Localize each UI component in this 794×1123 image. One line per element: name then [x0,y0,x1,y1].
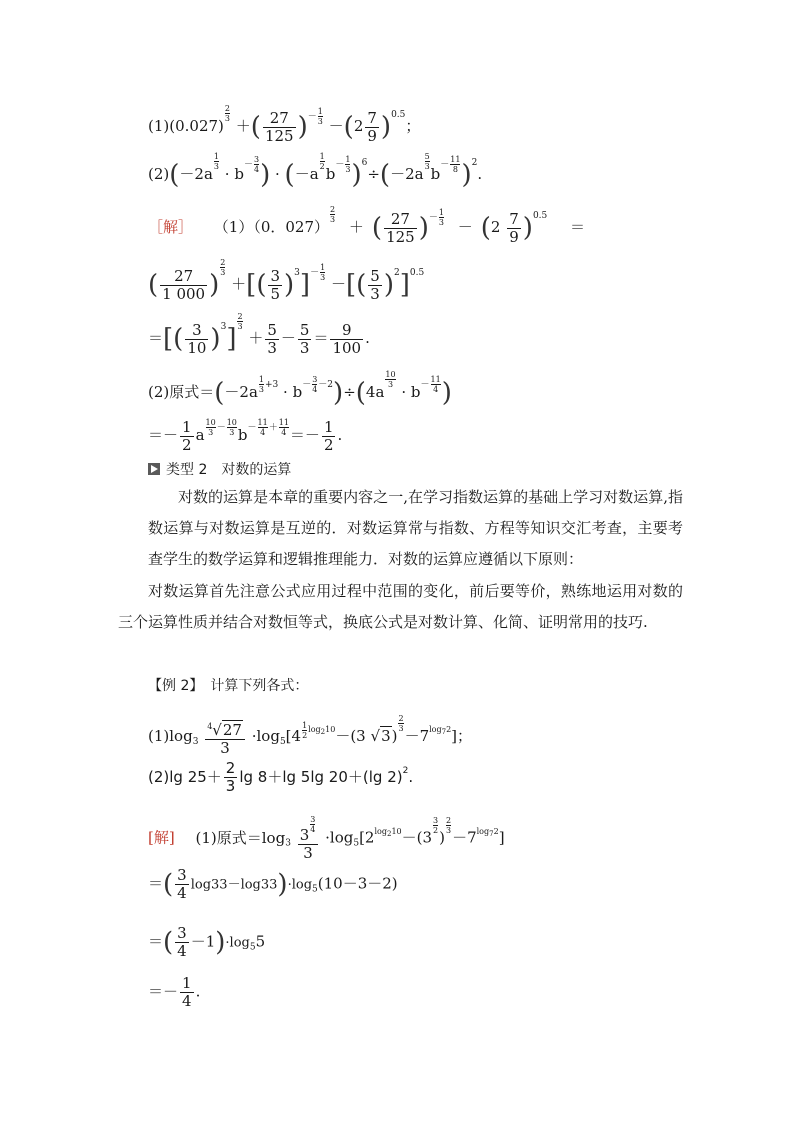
solution2-line3: ＝( $\frac{3}{4}$ $-1)\cdot\log_55$ [148,924,266,960]
play-triangle-icon [148,463,160,475]
section-type2-heading: 类型 2 对数的运算 [148,459,291,479]
example2-part2: (2)lg 25＋ $\frac{2}{3}$ lg 8＋lg 5lg 20＋(lg 2)$^2$. [148,759,414,795]
solution2-line2: ＝( $\frac{3}{4}$ $\log 33-\log 33)\cdot\log_5(10-3-2)$ [148,866,398,902]
solution1-line3: ＝[( $\frac{3}{10}$ )$^3$] $\frac{2}{3}$ ＋ $\frac{5}{3}$ － $\frac{5}{3}$ ＝ $\frac{9}{100}$ . [148,312,370,357]
solution1-line2: ( $\frac{27}{1 000}$ ) $\frac{2}{3}$ ＋[( $\frac{3}{5}$ )$^3$]$^{- \frac{1}{3}}$ －[( $\frac{5}{3}$ )$^2$]$^{0.5}$ [148,258,425,303]
solution1-line5: ＝－ $\frac{1}{2}$ a $^{\frac{10}{3} - \frac{10}{3}}$ $b^{- \frac{11}{4} + \frac{11}{4}}$ ＝－ $\frac{1}{2}$ . [148,417,343,454]
solution-tag: ［解］ [148,218,194,236]
solution2-line1: [解] (1)原式$=\log_3$ 3 $\frac{3}{4}$ 3 $\cdot\log_5[2^{log210}-(3$ $\frac{3}{2}$ ) $\frac{2}{3}$ $-7^{log72}$] [148,815,505,862]
paragraph-2: 对数运算首先注意公式应用过程中范围的变化，前后要等价，熟练地运用对数的三个运算性质并结合对数恒等式，换底公式是对数计算、化简、证明常用的技巧. [118,582,683,631]
example1-part2: (2)(－2a $\frac{1}{3}$ · $b^{- \frac{3}{4}}$ ) · (－a $\frac{1}{2}$ $b^{- \frac{1}{3}}$ )$^6$÷(－2a $\frac{5}{3}$ $b^{- \frac{11}{8}}$ )$^2$. [148,152,483,190]
example2-title: 【例 2】 计算下列各式： [148,678,309,694]
solution1-line1: ［解］ （1）（0．027） $\frac{2}{3}$ ＋ ( $\frac{27}{125}$ )$^{- \frac{1}{3}}$ － (2 $\frac{7}{9}$ )$^{0.5}$ ＝ [148,205,586,246]
solution2-line4: ＝－ $\frac{1}{4}$ . [148,974,201,1010]
example2-part1: $(1)\log_3$ $\frac{^4√27}{3}$ $\cdot\log_5[4$ $^{\frac{1}{2} log210}$－(3 √3) $\frac{2}{3}$ $-7^{log72}$]； [148,714,473,757]
paragraph-1: 对数的运算是本章的重要内容之一,在学习指数运算的基础上学习对数运算,指数运算与对数运算是互逆的．对数运算常与指数、方程等知识交汇考查，主要考查学生的数学运算和逻辑推理能力．对数的运算应遵循以下原则： [148,488,683,568]
solution1-line4: (2)原式＝(－2a $^{\frac{1}{3} +3} \cdot b^{- \frac{3}{4} -2})\div(4a$ $\frac{10}{3}$ · $b^{- \frac{11}{4}}$ ) [148,370,452,408]
example1-part1: (1)(0.027) $\frac{2}{3}$ ＋( $\frac{27}{125}$ )$^{- \frac{1}{3}}$ －(2 $\frac{7}{9}$ )$^{0.5}$； [148,104,421,145]
